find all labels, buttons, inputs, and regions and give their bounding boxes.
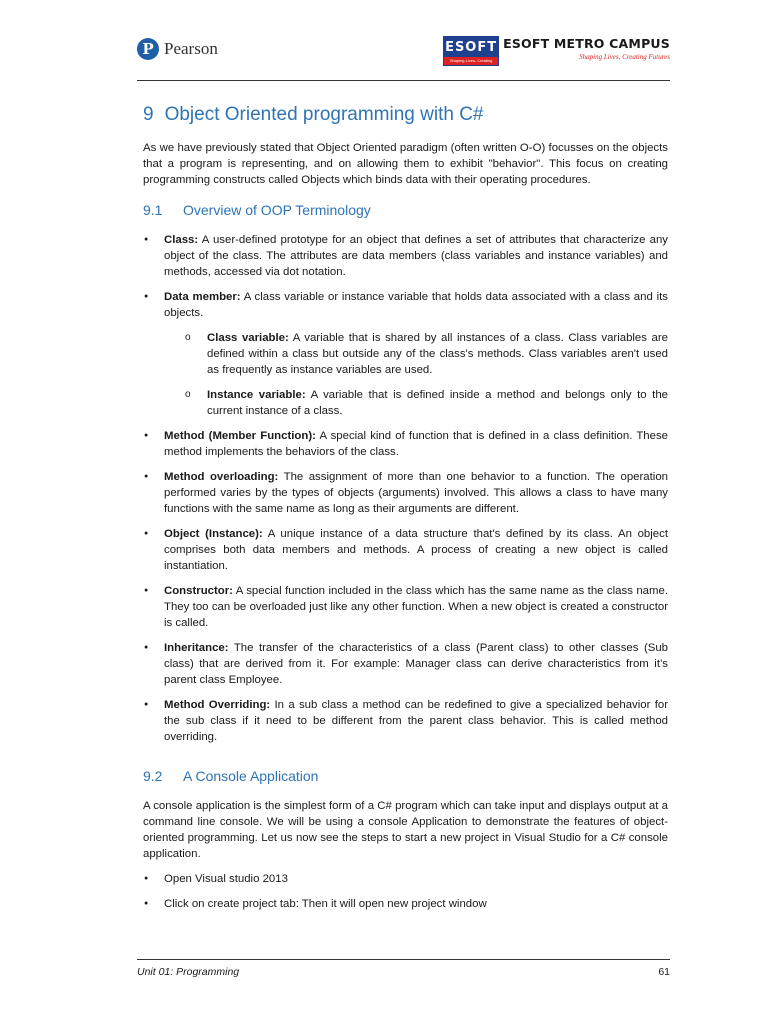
footer-unit: Unit 01: Programming (137, 966, 240, 978)
section-heading (143, 104, 668, 126)
step-text: Click on create project tab: Then it will open new project window (164, 898, 487, 910)
term: Constructor: (164, 585, 233, 597)
section-number: 9 (143, 104, 154, 125)
intro-paragraph: As we have previously stated that Object Oriented paradigm (often written O-O) focusses on the objects that a program is representing, and on allowing them to exhibit "behavior". This focus on creating programming constructs called Objects which binds data with their operating procedures. (143, 142, 668, 186)
term: Class: (164, 234, 199, 246)
list-item (143, 232, 668, 280)
console-paragraph: A console application is the simplest form of a C# program which can take input and displays output at a command line console. We will be using a console Application to demonstrate the features of object-oriented programming. Let us now see the steps to start a new project in Visual Studio for a C# console application. (143, 800, 668, 860)
list-item (143, 583, 668, 631)
definition: The assignment of more than one behavior to a function. The operation performed varies by the types of objects (arguments) involved. This allows a class to have many functions with the same name as long as their arguments are different. (164, 471, 668, 515)
esoft-logo-icon (443, 36, 499, 71)
definition: A variable that is defined inside a method and belongs only to the current instance of a class. (207, 389, 668, 417)
list-item (143, 428, 668, 460)
term: Method overloading: (164, 471, 279, 483)
list-item (143, 871, 668, 887)
subsection-number: 9.1 (143, 202, 163, 218)
sub-list-item (164, 387, 668, 419)
definition: A unique instance of a data structure that's defined by its class. An object comprises both data members and methods. A process of creating a new object is called instantiation. (164, 528, 668, 572)
esoft-box-text: ESOFT (444, 37, 498, 57)
pearson-logo (137, 38, 218, 60)
subsection-title: A Console Application (183, 768, 319, 784)
definition: A special kind of function that is defined in a class definition. These method implements the behaviors of the class. (164, 430, 668, 458)
pearson-name: Pearson (164, 39, 218, 58)
term: Class variable: (207, 332, 289, 344)
subsection-heading-9-2 (143, 768, 668, 784)
steps-list (143, 871, 668, 912)
list-item (143, 640, 668, 688)
definition: In a sub class a method can be redefined to give a specialized behavior for the sub class if it need to be different from the parent class behavior. This is called method overriding. (164, 699, 668, 743)
term: Data member: (164, 291, 241, 303)
term: Instance variable: (207, 389, 306, 401)
list-item (143, 469, 668, 517)
definition: A variable that is shared by all instances of a class. Class variables are defined within a class but outside any of the class's methods. Class variables aren't used as frequently as instance variables are used. (207, 332, 668, 376)
definition: A user-defined prototype for an object that defines a set of attributes that characterize any object of the class. The attributes are data members (class variables and instance variables) and methods, accessed via dot notation. (164, 234, 668, 278)
pearson-logo-icon: P (137, 38, 159, 60)
section-title: Object Oriented programming with C# (164, 104, 484, 125)
step-text: Open Visual studio 2013 (164, 873, 288, 885)
subsection-title: Overview of OOP Terminology (183, 202, 371, 218)
page-content (143, 104, 668, 921)
list-item (143, 697, 668, 745)
term: Method Overriding: (164, 699, 271, 711)
term: Inheritance: (164, 642, 229, 654)
page-footer (137, 959, 670, 978)
terminology-list (143, 232, 668, 745)
sub-list-item (164, 330, 668, 378)
term: Method (Member Function): (164, 430, 316, 442)
subsection-heading-9-1 (143, 202, 668, 218)
esoft-tagline: Shaping Lives, Creating Futures (579, 53, 670, 61)
page-header (137, 34, 670, 81)
term: Object (Instance): (164, 528, 263, 540)
definition: The transfer of the characteristics of a class (Parent class) to other classes (Sub class) that are derived from it. For example: Manager class can derive characteristics from it’s parent class Employee. (164, 642, 668, 686)
sub-list (164, 330, 668, 419)
esoft-logo (443, 36, 670, 71)
list-item (143, 289, 668, 419)
esoft-box-sub: Shaping Lives, Creating Futures (444, 57, 498, 65)
definition: A class variable or instance variable that holds data associated with a class and its objects. (164, 291, 669, 319)
list-item (143, 896, 668, 912)
page-number: 61 (658, 966, 670, 978)
subsection-number: 9.2 (143, 768, 163, 784)
list-item (143, 526, 668, 574)
definition: A special function included in the class which has the same name as the class name. They too can be overloaded just like any other function. When a new object is created a constructor is called. (164, 585, 668, 629)
esoft-name: ESOFT METRO CAMPUS (503, 36, 670, 51)
